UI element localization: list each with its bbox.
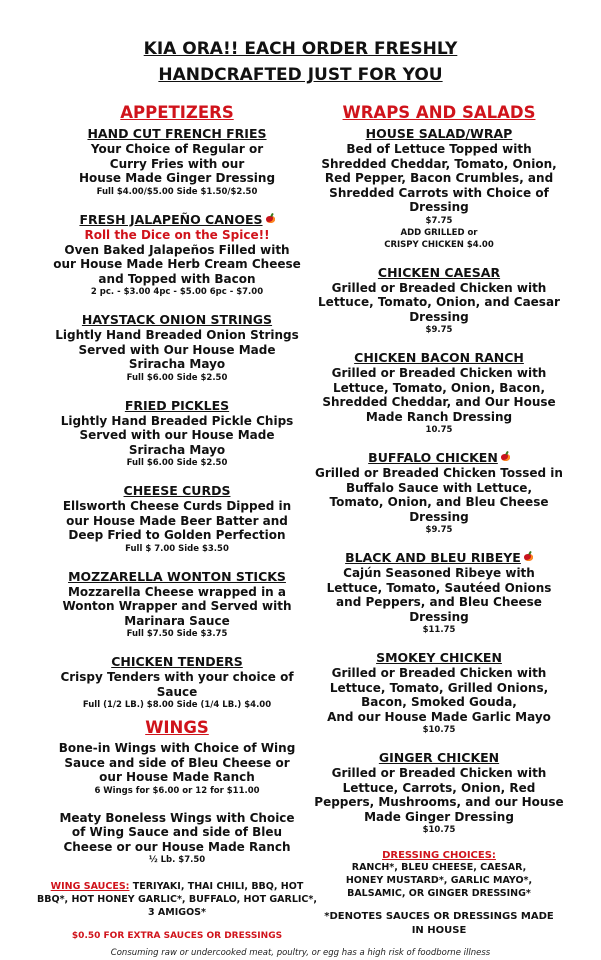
item-title: HAYSTACK ONION STRINGS [81, 312, 273, 327]
menu-item [312, 265, 566, 337]
item-description: Grilled or Breaded Chicken with Lettuce, Tomato, Onion, and Caesar Dressing [318, 280, 560, 324]
item-price: $10.75 [422, 725, 456, 735]
menu-item [312, 126, 566, 251]
dressing-list: RANCH*, BLEU CHEESE, CAESAR, HONEY MUSTARD*, GARLIC MAYO*, BALSAMIC, OR GINGER DRESSING* [345, 862, 533, 899]
item-title [312, 550, 566, 566]
item-description: Bone-in Wings with Choice of Wing Sauce and side of Bleu Cheese or our House Made Ranch [58, 741, 296, 784]
menu-item [312, 750, 566, 836]
item-title: CHICKEN TENDERS [111, 654, 243, 669]
item-description: Ellsworth Cheese Curds Dipped in our House Made Beer Batter and Deep Fried to Golden Perfection [62, 499, 292, 542]
item-price: $10.75 [422, 825, 456, 835]
item-price: 2 pc. - $3.00 4pc - $5.00 6pc - $7.00 [90, 287, 264, 297]
header-line-1: KIA ORA!! EACH ORDER FRESHLY [143, 39, 458, 59]
dressing-choices-label: DRESSING CHOICES: [382, 850, 496, 861]
wings-title: WINGS [145, 718, 209, 737]
wing-sauces-list: TERIYAKI, THAI CHILI, BBQ, HOT BBQ*, HOT HONEY GARLIC*, BUFFALO, HOT GARLIC*, 3 AMIGOS* [37, 881, 317, 918]
item-title: GINGER CHICKEN [378, 750, 500, 765]
appetizers-title: APPETIZERS [120, 103, 234, 122]
item-price: Full (1/2 LB.) $8.00 Side (1/4 LB.) $4.00 [82, 700, 272, 710]
menu-item [36, 126, 318, 198]
item-price: Full $7.50 Side $3.75 [126, 629, 228, 639]
item-description: Lightly Hand Breaded Onion Strings Served with Our House Made Sriracha Mayo [55, 328, 299, 371]
item-title: FRIED PICKLES [124, 397, 230, 413]
menu-item [312, 650, 566, 736]
item-title-text: BLACK AND BLEU RIBEYE [345, 550, 521, 565]
header-line-2: HANDCRAFTED JUST FOR YOU [158, 65, 443, 85]
item-price: Full $4.00/$5.00 Side $1.50/$2.50 [96, 186, 258, 197]
item-title: SMOKEY CHICKEN [376, 650, 502, 665]
item-title: CHEESE CURDS [123, 483, 231, 498]
menu-item [36, 483, 318, 555]
wing-sauces [36, 880, 318, 919]
item-description: Grilled or Breaded Chicken with Lettuce, Tomato, Onion, Bacon, Shredded Cheddar, and Our House Made Ranch Dressing [322, 366, 556, 424]
wraps-title: WRAPS AND SALADS [342, 103, 536, 122]
item-description: Oven Baked Jalapeños Filled with our House Made Herb Cream Cheese and Topped with Bacon [53, 242, 301, 286]
item-description: Your Choice of Regular or Curry Fries with our House Made Ginger Dressing [78, 142, 276, 185]
left-column [36, 102, 318, 941]
hot-pepper-icon [524, 554, 533, 561]
item-description: Grilled or Breaded Chicken Tossed in Buffalo Sauce with Lettuce, Tomato, Onion, and Bleu Cheese Dressing [315, 466, 563, 524]
right-column [312, 102, 566, 938]
food-safety-disclaimer: Consuming raw or undercooked meat, poultry, or egg has a high risk of foodborne illness [110, 948, 491, 958]
wings-boneless [36, 811, 318, 867]
dressing-choices [312, 850, 566, 938]
item-description: Meaty Boneless Wings with Choice of Wing Sauce and side of Bleu Cheese or our House Made Ranch [59, 810, 295, 854]
item-description: Lightly Hand Breaded Pickle Chips Served with our House Made Sriracha Mayo [60, 413, 294, 457]
item-title: CHICKEN BACON RANCH [354, 350, 524, 365]
item-description: Mozzarella Cheese wrapped in a Wonton Wrapper and Served with Marinara Sauce [62, 584, 292, 628]
item-price: $11.75 [422, 625, 456, 635]
menu-item [36, 654, 318, 711]
item-price: 6 Wings for $6.00 or 12 for $11.00 [94, 785, 260, 796]
house-made-note: *DENOTES SAUCES OR DRESSINGS MADE IN HOUSE [324, 911, 554, 936]
extra-sauce-note: $0.50 FOR EXTRA SAUCES OR DRESSINGS [71, 931, 283, 941]
menu-item [312, 450, 566, 536]
item-title [312, 450, 566, 466]
spice-note: Roll the Dice on the Spice!! [84, 227, 270, 242]
item-description: Grilled or Breaded Chicken with Lettuce, Carrots, Onion, Red Peppers, Mushrooms, and our House Made Ginger Dressing [314, 766, 564, 824]
hot-pepper-icon [501, 454, 510, 461]
item-price: Full $6.00 Side $2.50 [126, 458, 228, 468]
item-description: Grilled or Breaded Chicken with Lettuce, Tomato, Grilled Onions, Bacon, Smoked Gouda, And our House Made Garlic Mayo [327, 666, 551, 724]
item-description: Crispy Tenders with your choice of Sauce [60, 670, 294, 699]
menu-header [0, 36, 601, 88]
item-price: $7.75 ADD GRILLED or CRISPY CHICKEN $4.00 [384, 215, 494, 250]
menu-item [312, 550, 566, 636]
item-price: ½ Lb. $7.50 [148, 855, 206, 865]
item-price: Full $ 7.00 Side $3.50 [125, 543, 229, 554]
item-title: CHICKEN CAESAR [377, 264, 501, 280]
menu-item [36, 569, 318, 641]
item-price: $9.75 [425, 525, 453, 535]
item-title: HAND CUT FRENCH FRIES [87, 126, 267, 141]
item-title: HOUSE SALAD/WRAP [365, 126, 513, 141]
menu-item [36, 312, 318, 384]
item-price: $9.75 [425, 325, 453, 335]
wings-bone-in [36, 741, 318, 797]
item-description: Bed of Lettuce Topped with Shredded Cheddar, Tomato, Onion, Red Pepper, Bacon Crumbles, and Shredded Carrots with Choice of Dressing [321, 142, 557, 214]
menu-item [312, 350, 566, 436]
item-title: MOZZARELLA WONTON STICKS [68, 568, 286, 584]
item-title [36, 212, 318, 228]
wing-sauces-label: WING SAUCES: [50, 881, 130, 892]
item-description: Cajún Seasoned Ribeye with Lettuce, Tomato, Sautéed Onions and Peppers, and Bleu Cheese Dressing [326, 566, 552, 624]
item-price: Full $6.00 Side $2.50 [126, 372, 228, 383]
item-title-text: FRESH JALAPEÑO CANOES [79, 211, 263, 227]
hot-pepper-icon [266, 216, 275, 223]
item-title-text: BUFFALO CHICKEN [368, 450, 498, 465]
menu-item [36, 212, 318, 299]
menu-item [36, 398, 318, 470]
item-price: 10.75 [425, 425, 453, 435]
